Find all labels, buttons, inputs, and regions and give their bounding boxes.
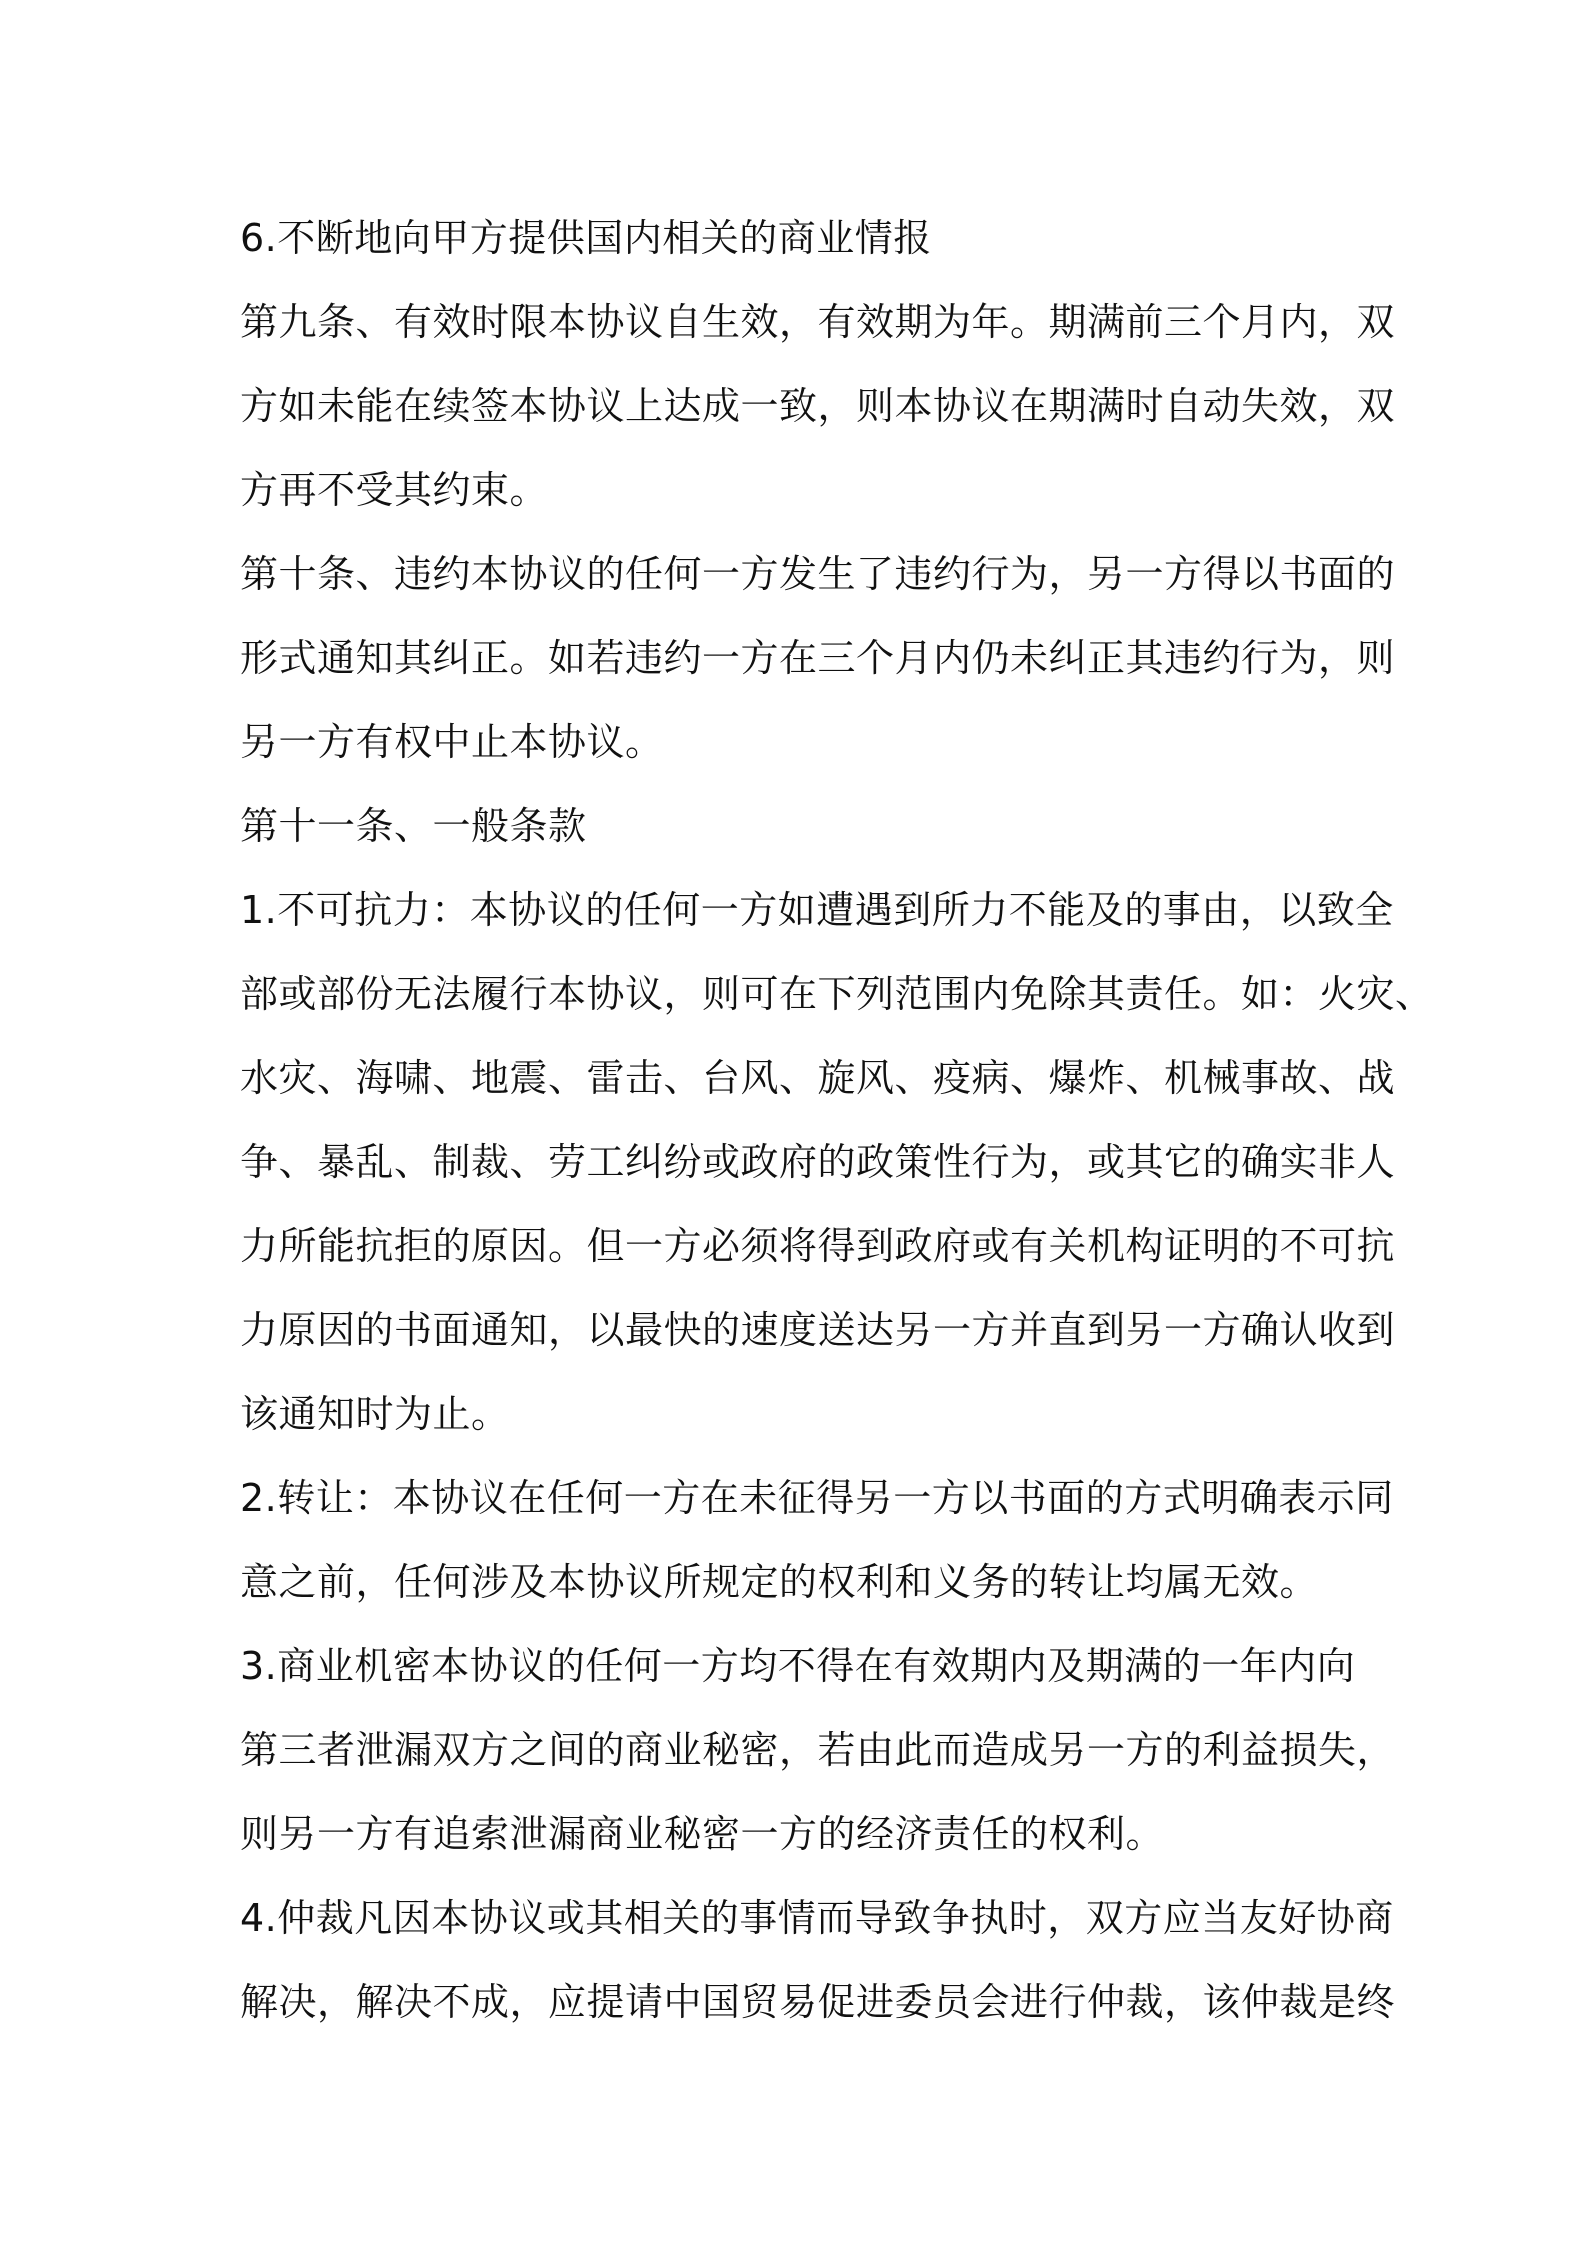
text-line: 水灾、海啸、地震、雷击、台风、旋风、疫病、爆炸、机械事故、战	[240, 1056, 1396, 1100]
text-line: 争、暴乱、制裁、劳工纠纷或政府的政策性行为，或其它的确实非人	[240, 1140, 1396, 1184]
text-line: 力所能抗拒的原因。但一方必须将得到政府或有关机构证明的不可抗	[240, 1224, 1396, 1268]
text-line: 第十一条、一般条款	[240, 804, 587, 848]
text-line: 方再不受其约束。	[240, 468, 549, 512]
text-line: 方如未能在续签本协议上达成一致，则本协议在期满时自动失效，双	[240, 384, 1396, 428]
text-line: 第十条、违约本协议的任何一方发生了违约行为，另一方得以书面的	[240, 552, 1396, 596]
text-line: 另一方有权中止本协议。	[240, 720, 664, 764]
text-line: 第九条、有效时限本协议自生效，有效期为年。期满前三个月内，双	[240, 300, 1396, 344]
text-line: 4.仲裁凡因本协议或其相关的事情而导致争执时，双方应当友好协商	[240, 1896, 1394, 1940]
text-line: 解决，解决不成，应提请中国贸易促进委员会进行仲裁，该仲裁是终	[240, 1980, 1396, 2024]
text-line: 1.不可抗力：本协议的任何一方如遭遇到所力不能及的事由，以致全	[240, 888, 1394, 932]
text-line: 6.不断地向甲方提供国内相关的商业情报	[240, 216, 932, 260]
text-line: 该通知时为止。	[240, 1392, 510, 1436]
text-line: 则另一方有追索泄漏商业秘密一方的经济责任的权利。	[240, 1812, 1165, 1856]
text-line: 意之前，任何涉及本协议所规定的权利和义务的转让均属无效。	[240, 1560, 1319, 1604]
document-body	[240, 196, 1434, 2044]
text-line: 2.转让：本协议在任何一方在未征得另一方以书面的方式明确表示同	[240, 1476, 1394, 1520]
text-line: 形式通知其纠正。如若违约一方在三个月内仍未纠正其违约行为，则	[240, 636, 1396, 680]
text-line: 部或部份无法履行本协议，则可在下列范围内免除其责任。如：火灾、	[240, 972, 1434, 1016]
text-line: 3.商业机密本协议的任何一方均不得在有效期内及期满的一年内向	[240, 1644, 1356, 1688]
text-line: 第三者泄漏双方之间的商业秘密，若由此而造成另一方的利益损失，	[240, 1728, 1396, 1772]
text-line: 力原因的书面通知，以最快的速度送达另一方并直到另一方确认收到	[240, 1308, 1396, 1352]
